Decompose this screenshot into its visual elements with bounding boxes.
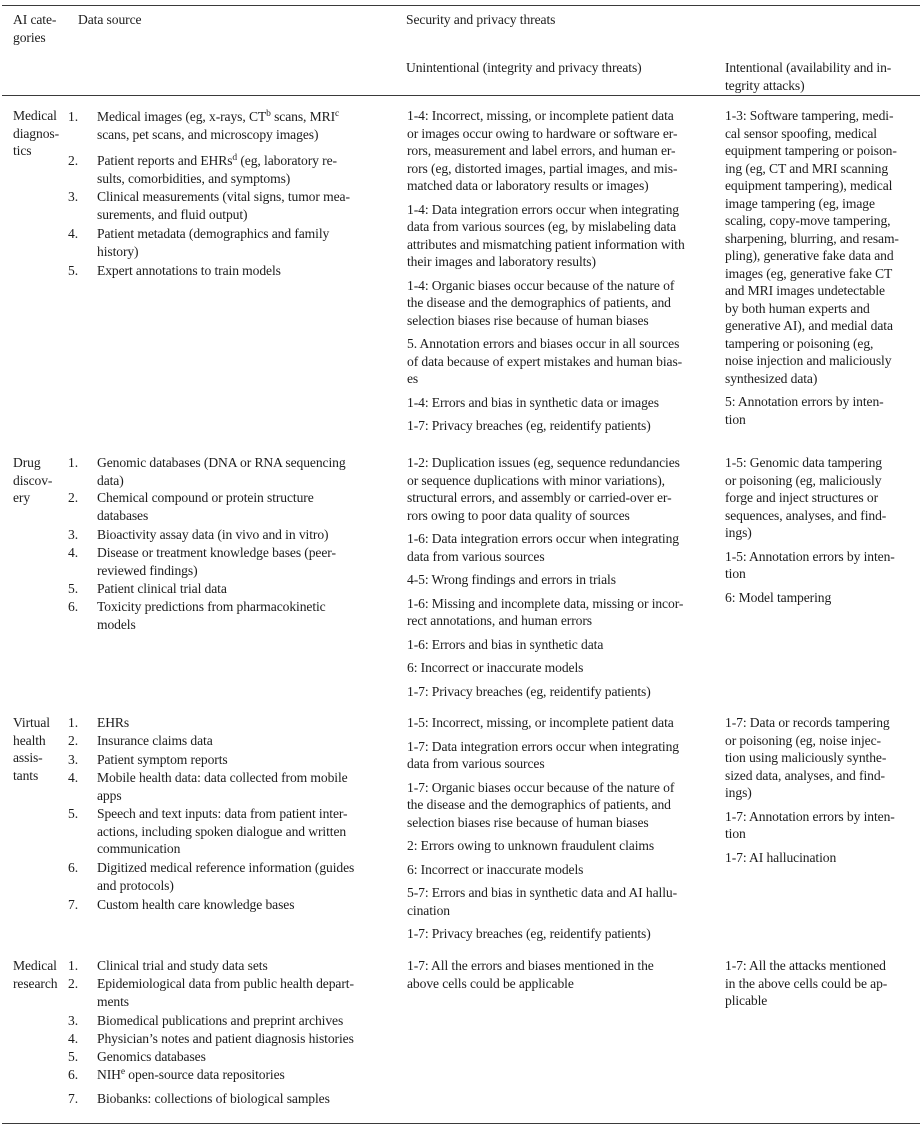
unintentional-threat-line: above cells could be applicable [407, 975, 574, 991]
intentional-threat-line: image tampering (eg, image [725, 195, 875, 211]
source-item [97, 896, 395, 914]
source-item [97, 225, 395, 260]
intentional-threat [725, 107, 915, 387]
unintentional-threat-line: cination [407, 902, 450, 918]
unintentional-threat-line: data from various sources [407, 548, 545, 564]
source-item [97, 188, 395, 223]
unintentional-threat-line: data from various sources (eg, by mislabeling data [407, 219, 677, 234]
header-security-privacy-threats: Security and privacy threats [406, 12, 556, 27]
intentional-threat-line: ing (eg, CT and MRI scanning [725, 160, 889, 176]
unintentional-threat-line: rors (eg, distorted images, partial images, and mis- [407, 160, 678, 176]
intentional-threat-line: generative AI), and medial data [725, 318, 893, 333]
category-line: discov- [13, 472, 53, 488]
source-number: 1. [68, 109, 78, 124]
intentional-threat-line: equipment tampering or poison- [725, 143, 897, 158]
intentional-threat-line: sized data, analyses, and find- [725, 767, 885, 783]
source-item [97, 732, 395, 750]
unintentional-threat-line: of data because of expert mistakes and human bias- [407, 353, 683, 369]
intentional-threat-line: 5: Annotation errors by inten- [725, 394, 884, 409]
unintentional-threat [407, 957, 715, 992]
unintentional-threat [407, 417, 715, 435]
unintentional-threat-line: selection biases rise because of human biases [407, 814, 649, 830]
intentional-threat [725, 714, 915, 802]
source-line: apps [97, 787, 122, 803]
unintentional-threat [407, 738, 715, 773]
intentional-threat-line: 1-7: All the attacks mentioned [725, 958, 886, 973]
unintentional-threat-line: 1-6: Data integration errors occur when integrating [407, 531, 679, 546]
source-number: 6. [68, 599, 78, 614]
source-line: Insurance claims data [97, 733, 213, 748]
source-item [97, 580, 395, 598]
source-number: 1. [68, 715, 78, 730]
unintentional-threat-line: structural errors, and assembly or carried-over er- [407, 490, 672, 505]
source-number: 6. [68, 860, 78, 875]
intentional-threat-line: noise injection and maliciously [725, 353, 892, 368]
source-line: history) [97, 243, 139, 259]
source-line: Clinical trial and study data sets [97, 958, 268, 973]
unintentional-threat [407, 861, 715, 879]
source-number: 2. [68, 153, 78, 168]
unintentional-threat [407, 884, 715, 919]
unintentional-threat [407, 837, 715, 855]
unintentional-threat-line: 1-5: Incorrect, missing, or incomplete patient data [407, 715, 674, 730]
intentional-threat-line: 1-7: Data or records tampering [725, 715, 890, 730]
category-cell [13, 714, 50, 784]
source-line: Patient clinical trial data [97, 581, 227, 596]
unintentional-threat [407, 779, 715, 832]
intentional-threat-line: sequences, analyses, and find- [725, 507, 887, 523]
intentional-threat [725, 849, 915, 867]
category-line: tics [13, 143, 32, 158]
source-item [97, 262, 395, 280]
intentional-threat [725, 808, 915, 843]
intentional-threat-line: 1-7: Annotation errors by inten- [725, 808, 895, 824]
unintentional-threat-line: 6: Incorrect or inaccurate models [407, 861, 584, 877]
bottom-rule [2, 1123, 920, 1124]
source-number: 2. [68, 490, 78, 505]
category-line: Virtual [13, 715, 50, 730]
unintentional-threat-line: 1-6: Missing and incomplete data, missing or incor- [407, 595, 684, 611]
intentional-threat-line: synthesized data) [725, 370, 818, 386]
intentional-threat-line: plicable [725, 993, 768, 1008]
source-number: 4. [68, 1031, 78, 1046]
source-line: Bioactivity assay data (in vivo and in vitro) [97, 527, 329, 542]
source-line: Patient metadata (demographics and family [97, 226, 330, 241]
unintentional-threat-line: 6: Incorrect or inaccurate models [407, 660, 584, 675]
intentional-threat-line: forge and inject structures or [725, 490, 879, 505]
source-line: EHRs [97, 715, 130, 730]
intentional-threat-line: tampering or poisoning (eg, [725, 335, 874, 351]
unintentional-threat-line: 1-4: Data integration errors occur when integrating [407, 201, 679, 217]
intentional-threat [725, 957, 915, 1010]
intentional-threat-line: 1-5: Genomic data tampering [725, 455, 882, 470]
source-line: Disease or treatment knowledge bases (peer- [97, 545, 336, 560]
unintentional-threat [407, 277, 715, 330]
category-line: diagnos- [13, 125, 60, 141]
source-line: Speech and text inputs: data from patient inter- [97, 806, 348, 821]
category-line: research [13, 975, 58, 991]
unintentional-threat [407, 201, 715, 271]
source-line: Chemical compound or protein structure [97, 490, 314, 505]
intentional-threat-line: or poisoning (eg, noise injec- [725, 732, 881, 748]
unintentional-threat [407, 454, 715, 524]
unintentional-threat-line: 1-4: Organic biases occur because of the nature of [407, 277, 675, 293]
source-number: 3. [68, 189, 78, 204]
intentional-threat-line: tion [725, 411, 746, 427]
source-item [97, 957, 395, 975]
unintentional-threat-line: 1-6: Errors and bias in synthetic data [407, 636, 604, 652]
category-cell [13, 454, 52, 507]
intentional-threat-line: cal sensor spoofing, medical [725, 125, 877, 141]
source-line: sults, comorbidities, and symptoms) [97, 170, 291, 186]
source-number: 2. [68, 976, 78, 991]
source-number: 5. [68, 806, 78, 821]
unintentional-threat [407, 714, 715, 732]
source-line: surements, and fluid output) [97, 206, 248, 222]
source-number: 4. [68, 226, 78, 241]
source-line: actions, including spoken dialogue and written [97, 823, 347, 839]
unintentional-threat-line: the disease and the demographics of patients, and [407, 797, 671, 812]
source-line: models [97, 616, 136, 632]
unintentional-threat-line: 1-7: Privacy breaches (eg, reidentify patients) [407, 683, 651, 699]
unintentional-threat-line: attributes and mismatching patient information with [407, 236, 685, 252]
intentional-threat-line: 1-7: AI hallucination [725, 849, 837, 865]
source-number: 3. [68, 752, 78, 767]
source-item [97, 152, 395, 187]
category-line: tants [13, 767, 39, 783]
header-unintentional: Unintentional (integrity and privacy threats) [406, 60, 642, 75]
source-line: Custom health care knowledge bases [97, 897, 295, 912]
source-item [97, 975, 395, 1010]
header-intentional: Intentional (availability and in- tegrity attacks) [725, 60, 892, 93]
category-line: Drug [13, 455, 41, 470]
source-number: 7. [68, 1091, 78, 1106]
source-line: databases [97, 507, 149, 523]
unintentional-threat-line: 1-7: All the errors and biases mentioned in the [407, 958, 654, 973]
unintentional-threat-line: 1-7: Organic biases occur because of the nature of [407, 779, 675, 795]
source-item [97, 859, 395, 894]
source-line: scans, pet scans, and microscopy images) [97, 126, 319, 142]
intentional-threat [725, 454, 915, 542]
source-line: Genomics databases [97, 1049, 206, 1064]
unintentional-threat [407, 335, 715, 388]
unintentional-threat [407, 394, 715, 412]
intentional-threat-line: or poisoning (eg, maliciously [725, 472, 882, 488]
source-item [97, 1012, 395, 1030]
source-number: 7. [68, 897, 78, 912]
unintentional-threat [407, 636, 715, 654]
source-item [97, 1048, 395, 1066]
source-number: 6. [68, 1067, 78, 1082]
unintentional-threat [407, 925, 715, 943]
category-line: Medical [13, 958, 57, 973]
category-line: Medical [13, 108, 57, 123]
intentional-threat-line: equipment tampering), medical [725, 178, 893, 193]
source-item [97, 769, 395, 804]
intentional-threat-line: 6: Model tampering [725, 589, 832, 605]
source-line: Biobanks: collections of biological samples [97, 1091, 330, 1106]
unintentional-threat-line: or sequence duplications with minor variations), [407, 472, 665, 488]
source-line: Biomedical publications and preprint archives [97, 1013, 344, 1028]
unintentional-threat-line: rors, measurement and label errors, and human er- [407, 143, 676, 158]
intentional-threat [725, 393, 915, 428]
source-item [97, 108, 395, 143]
security-threats-table [2, 2, 922, 1128]
unintentional-threat-line: 5. Annotation errors and biases occur in all sources [407, 336, 680, 351]
unintentional-threat-line: data from various sources [407, 756, 545, 771]
source-line: Expert annotations to train models [97, 263, 281, 278]
top-rule [2, 5, 920, 6]
source-line: Patient reports and EHRs$^d$ (eg, laboratory re- [97, 153, 337, 168]
unintentional-threat-line: 1-7: Data integration errors occur when integrating [407, 738, 679, 754]
source-item [97, 544, 395, 579]
unintentional-threat [407, 530, 715, 565]
source-line: Patient symptom reports [97, 752, 228, 767]
source-line: Genomic databases (DNA or RNA sequencing [97, 455, 346, 470]
header-bottom-rule [2, 95, 920, 96]
source-item [97, 1066, 395, 1084]
source-line: and protocols) [97, 877, 174, 893]
source-line: Toxicity predictions from pharmacokinetic [97, 599, 326, 614]
intentional-threat-line: images (eg, generative fake CT [725, 265, 893, 281]
source-line: Epidemiological data from public health depart- [97, 976, 354, 991]
intentional-threat-line: and MRI images undetectable [725, 283, 885, 298]
source-item [97, 454, 395, 489]
unintentional-threat [407, 107, 715, 195]
source-item [97, 526, 395, 544]
intentional-threat-line: 1-5: Annotation errors by inten- [725, 548, 895, 564]
unintentional-threat-line: rect annotations, and human errors [407, 613, 592, 628]
source-line: reviewed findings) [97, 562, 198, 578]
unintentional-threat-line: 1-4: Errors and bias in synthetic data or images [407, 394, 659, 410]
unintentional-threat [407, 571, 715, 589]
source-line: communication [97, 841, 181, 856]
intentional-threat-line: ings) [725, 525, 752, 540]
category-line: assis- [13, 750, 43, 765]
source-item [97, 489, 395, 524]
intentional-threat-line: 1-3: Software tampering, medi- [725, 108, 894, 123]
unintentional-threat-line: 1-4: Incorrect, missing, or incomplete patient data [407, 108, 674, 123]
unintentional-threat [407, 595, 715, 630]
unintentional-threat-line: the disease and the demographics of patients, and [407, 295, 671, 310]
unintentional-threat-line: their images and laboratory results) [407, 254, 596, 269]
unintentional-threat-line: 1-7: Privacy breaches (eg, reidentify patients) [407, 418, 651, 433]
source-number: 2. [68, 733, 78, 748]
source-line: Physician’s notes and patient diagnosis histories [97, 1031, 354, 1046]
intentional-threat-line: tion [725, 566, 746, 581]
source-number: 5. [68, 263, 78, 278]
unintentional-threat-line: es [407, 371, 419, 386]
unintentional-threat-line: 2: Errors owing to unknown fraudulent claims [407, 838, 655, 853]
intentional-threat-line: in the above cells could be ap- [725, 975, 888, 991]
header-data-source: Data source [78, 12, 142, 27]
category-line: health [13, 732, 46, 748]
header-ai-categories: AI cate- gories [13, 12, 57, 45]
source-line: NIH$^e$ open-source data repositories [97, 1067, 285, 1082]
unintentional-threat-line: matched data or laboratory results or images) [407, 178, 649, 193]
intentional-threat-line: by both human experts and [725, 300, 870, 316]
intentional-threat [725, 589, 915, 607]
unintentional-threat-line: 5-7: Errors and bias in synthetic data and AI hallu- [407, 885, 678, 900]
source-line: ments [97, 993, 129, 1009]
source-line: data) [97, 472, 124, 488]
category-cell [13, 107, 59, 160]
unintentional-threat-line: rors owing to poor data quality of sources [407, 507, 630, 523]
source-number: 1. [68, 958, 78, 973]
intentional-threat-line: tion using maliciously synthe- [725, 750, 887, 765]
intentional-threat-line: sharpening, blurring, and resam- [725, 230, 899, 246]
unintentional-threat [407, 683, 715, 701]
intentional-threat-line: scaling, copy-move tampering, [725, 213, 891, 228]
source-number: 5. [68, 1049, 78, 1064]
source-number: 3. [68, 527, 78, 542]
source-number: 4. [68, 770, 78, 785]
source-item [97, 805, 395, 858]
source-number: 4. [68, 545, 78, 560]
intentional-threat-line: pling), generative fake data and [725, 248, 894, 263]
unintentional-threat-line: or images occur owing to hardware or software er- [407, 125, 678, 141]
source-line: Mobile health data: data collected from mobile [97, 770, 348, 785]
intentional-threat [725, 548, 915, 583]
source-item [97, 714, 395, 732]
source-number: 5. [68, 581, 78, 596]
unintentional-threat-line: 1-7: Privacy breaches (eg, reidentify patients) [407, 926, 651, 941]
source-item [97, 598, 395, 633]
source-number: 1. [68, 455, 78, 470]
source-line: Clinical measurements (vital signs, tumor mea- [97, 189, 350, 204]
intentional-threat-line: tion [725, 826, 746, 841]
category-cell [13, 957, 57, 992]
unintentional-threat-line: 4-5: Wrong findings and errors in trials [407, 572, 616, 587]
unintentional-threat-line: selection biases rise because of human biases [407, 312, 649, 328]
source-item [97, 751, 395, 769]
source-number: 3. [68, 1013, 78, 1028]
source-item [97, 1030, 395, 1048]
source-line: Digitized medical reference information (guides [97, 860, 355, 875]
unintentional-threat [407, 659, 715, 677]
category-line: ery [13, 490, 31, 505]
unintentional-threat-line: 1-2: Duplication issues (eg, sequence redundancies [407, 455, 680, 470]
source-line: Medical images (eg, x-rays, $CT^b$ scans, MRI$^c$ [97, 109, 340, 124]
intentional-threat-line: ings) [725, 785, 752, 800]
source-item [97, 1090, 395, 1108]
